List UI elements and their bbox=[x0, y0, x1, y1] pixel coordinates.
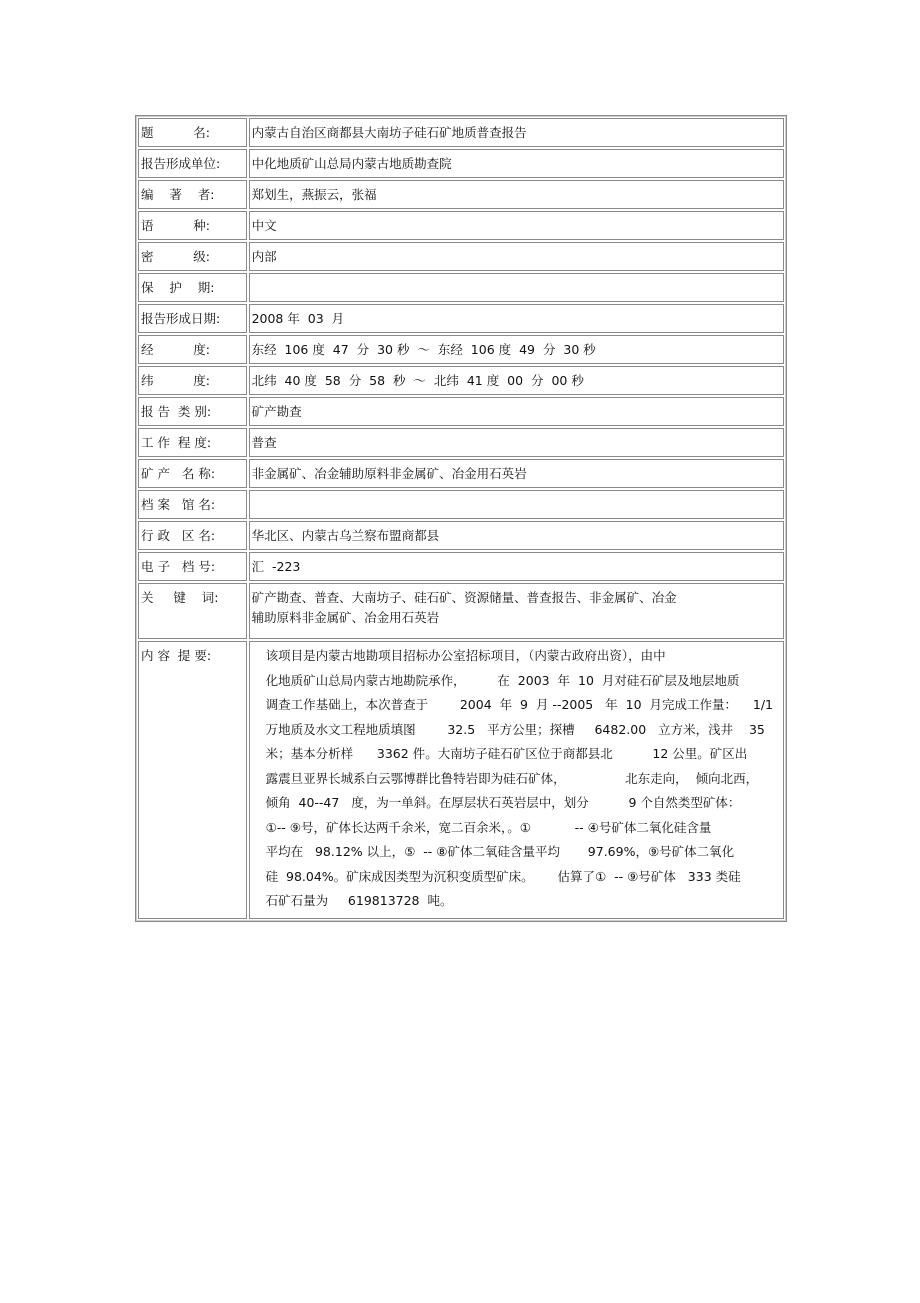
metadata-table bbox=[136, 116, 786, 921]
field-label: 档 案 馆 名: bbox=[138, 490, 247, 519]
table-row bbox=[138, 304, 784, 333]
field-value: 矿产勘查 bbox=[249, 397, 784, 426]
summary-line: 倾角 40--47 度，为一单斜。在厚层状石英岩层中，划分 9 个自然类型矿体： bbox=[265, 795, 741, 810]
field-label: 报 告 类 别: bbox=[138, 397, 247, 426]
keywords-row bbox=[138, 583, 784, 639]
table-row bbox=[138, 211, 784, 240]
summary-line: 化地质矿山总局内蒙古地勘院承作， 在 2003 年 10 月对硅石矿层及地层地质 bbox=[265, 672, 740, 688]
summary-line: 米；基本分析样 3362 件。大南坊子硅石矿区位于商都县北 12 公里。矿区出 bbox=[265, 746, 748, 761]
field-value: 非金属矿、冶金辅助原料非金属矿、冶金用石英岩 bbox=[249, 459, 784, 488]
field-label: 报告形成单位: bbox=[138, 149, 247, 178]
summary-line: ①-- ⑨号，矿体长达两千余米，宽二百余米，。① -- ④号矿体二氧化硅含量 bbox=[265, 819, 712, 835]
field-value: 中文 bbox=[249, 211, 784, 240]
field-label: 经 度: bbox=[138, 335, 247, 364]
keywords-line: 辅助原料非金属矿、冶金用石英岩 bbox=[251, 610, 440, 625]
table-row bbox=[138, 397, 784, 426]
field-value: 中化地质矿山总局内蒙古地质勘查院 bbox=[249, 149, 784, 178]
summary-line: 平均在 98.12% 以上，⑤ -- ⑧矿体二氧硅含量平均 97.69%，⑨号矿体二氧化 bbox=[265, 844, 735, 859]
summary-line: 调查工作基础上，本次普查于 2004 年 9 月 --2005 年 10 月完成工作量： 1/1 bbox=[265, 697, 773, 712]
table-row bbox=[138, 242, 784, 271]
summary-line: 万地质及水文工程地质填图 32.5 平方公里；探槽 6482.00 立方米，浅井 35 bbox=[265, 721, 765, 737]
keywords-line: 矿产勘查、普查、大南坊子、硅石矿、资源储量、普查报告、非金属矿、冶金 bbox=[251, 590, 677, 605]
field-value: 东经 106 度 47 分 30 秒 ～ 东经 106 度 49 分 30 秒 bbox=[249, 335, 784, 364]
field-value bbox=[249, 273, 784, 302]
table-row bbox=[138, 366, 784, 395]
field-label: 保 护 期: bbox=[138, 273, 247, 302]
table-row bbox=[138, 180, 784, 209]
table-row bbox=[138, 521, 784, 550]
field-value: 郑划生，燕振云，张福 bbox=[249, 180, 784, 209]
field-label: 纬 度: bbox=[138, 366, 247, 395]
summary-line: 硅 98.04%。矿床成因类型为沉积变质型矿床。 估算了① -- ⑨号矿体 333 类硅 bbox=[265, 868, 741, 884]
field-label: 报告形成日期: bbox=[138, 304, 247, 333]
field-label: 语 种: bbox=[138, 211, 247, 240]
table-row bbox=[138, 335, 784, 364]
table-row bbox=[138, 459, 784, 488]
table-row bbox=[138, 273, 784, 302]
field-value: 2008 年 03 月 bbox=[249, 304, 784, 333]
field-value: 内蒙古自治区商都县大南坊子硅石矿地质普查报告 bbox=[249, 118, 784, 147]
field-label: 电 子 档 号: bbox=[138, 552, 247, 581]
field-label: 工 作 程 度: bbox=[138, 428, 247, 457]
field-label: 编 著 者: bbox=[138, 180, 247, 209]
field-label: 行 政 区 名: bbox=[138, 521, 247, 550]
summary-line: 石矿石量为 619813728 吨。 bbox=[265, 893, 453, 908]
table-row bbox=[138, 428, 784, 457]
field-label: 题 名: bbox=[138, 118, 247, 147]
table-row bbox=[138, 118, 784, 147]
field-value: 汇 -223 bbox=[249, 552, 784, 581]
summary-label: 内 容 提 要: bbox=[138, 641, 247, 919]
summary-text bbox=[249, 641, 784, 919]
field-label: 密 级: bbox=[138, 242, 247, 271]
field-value bbox=[249, 490, 784, 519]
field-label: 矿 产 名 称: bbox=[138, 459, 247, 488]
table-row bbox=[138, 149, 784, 178]
summary-row bbox=[138, 641, 784, 919]
summary-line: 该项目是内蒙古地勘项目招标办公室招标项目，（内蒙古政府出资），由中 bbox=[265, 648, 666, 663]
field-value: 华北区、内蒙古乌兰察布盟商都县 bbox=[249, 521, 784, 550]
keywords-value bbox=[249, 583, 784, 639]
field-value: 普查 bbox=[249, 428, 784, 457]
record-card bbox=[135, 115, 787, 922]
field-value: 内部 bbox=[249, 242, 784, 271]
table-row bbox=[138, 490, 784, 519]
field-value: 北纬 40 度 58 分 58 秒 ～ 北纬 41 度 00 分 00 秒 bbox=[249, 366, 784, 395]
summary-line: 露震旦亚界长城系白云鄂博群比鲁特岩即为硅石矿体， 北东走向， 倾向北西， bbox=[265, 770, 759, 786]
keywords-label: 关 键 词: bbox=[138, 583, 247, 639]
table-row bbox=[138, 552, 784, 581]
